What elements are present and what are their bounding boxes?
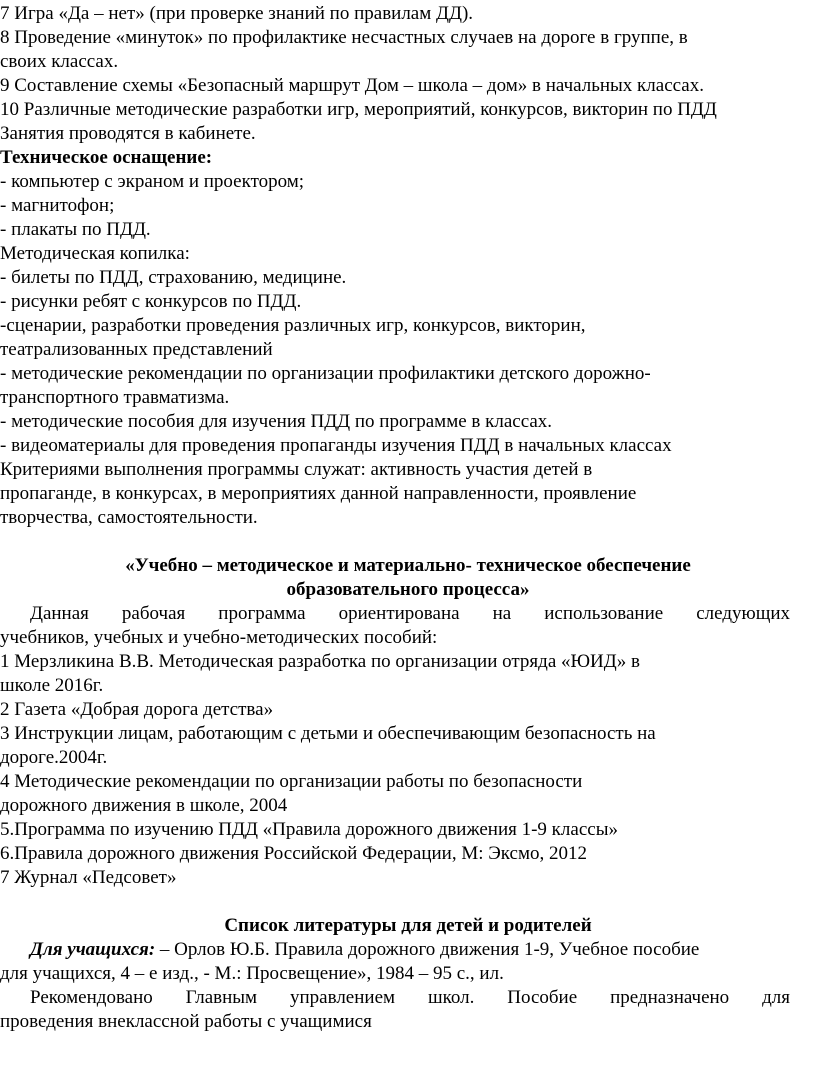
resource-line: 3 Инструкции лицам, работающим с детьми и обеспечивающим безопасность на [0, 723, 656, 744]
students-line-2: для учащихся, 4 – е изд., - М.: Просвещение», 1984 – 95 с., ил. [0, 963, 504, 984]
resource-line: школе 2016г. [0, 675, 104, 696]
method-line: -сценарии, разработки проведения различных игр, конкурсов, викторин, [0, 315, 586, 336]
intro-line-1: Данная рабочая программа ориентирована на использование следующих [30, 603, 790, 624]
list-item-8-line-2: своих классах. [0, 51, 119, 72]
tech-item: - компьютер с экраном и проектором; [0, 171, 305, 192]
list-item-10: 10 Различные методические разработки игр, мероприятий, конкурсов, викторин по ПДД [0, 99, 717, 120]
students-text: – Орлов Ю.Б. Правила дорожного движения 1-9, Учебное пособие [155, 939, 700, 960]
section-title-line-2: образовательного процесса» [286, 579, 530, 600]
tech-item: - плакаты по ПДД. [0, 219, 151, 240]
list-item-9: 9 Составление схемы «Безопасный маршрут Дом – школа – дом» в начальных классах. [0, 75, 704, 96]
resource-line: дорожного движения в школе, 2004 [0, 795, 288, 816]
list-item-7: 7 Игра «Да – нет» (при проверке знаний по правилам ДД). [0, 3, 474, 24]
list-item-8-line-1: 8 Проведение «минуток» по профилактике несчастных случаев на дороге в группе, в [0, 27, 688, 48]
resource-line: 2 Газета «Добрая дорога детства» [0, 699, 274, 720]
classes-note: Занятия проводятся в кабинете. [0, 123, 256, 144]
method-line: - рисунки ребят с конкурсов по ПДД. [0, 291, 302, 312]
students-line-1 [30, 938, 699, 962]
method-line: - методические рекомендации по организации профилактики детского дорожно- [0, 363, 651, 384]
method-line: транспортного травматизма. [0, 387, 230, 408]
method-line: - методические пособия для изучения ПДД по программе в классах. [0, 411, 553, 432]
method-heading: Методическая копилка: [0, 243, 190, 264]
resource-line: дороге.2004г. [0, 747, 108, 768]
recommend-line-1: Рекомендовано Главным управлением школ. Пособие предназначено для [30, 987, 790, 1008]
students-label: Для учащихся: [30, 939, 156, 960]
resource-line: 5.Программа по изучению ПДД «Правила дорожного движения 1-9 классы» [0, 819, 618, 840]
criteria-line: Критериями выполнения программы служат: активность участия детей в [0, 459, 593, 480]
intro-line-2: учебников, учебных и учебно-методических пособий: [0, 627, 438, 648]
section-title-line-1: «Учебно – методическое и материально- техническое обеспечение [125, 555, 691, 576]
resource-line: 7 Журнал «Педсовет» [0, 867, 177, 888]
resource-line: 4 Методические рекомендации по организации работы по безопасности [0, 771, 583, 792]
resource-line: 1 Мерзликина В.В. Методическая разработка по организации отряда «ЮИД» в [0, 651, 640, 672]
recommend-line-2: проведения внеклассной работы с учащимися [0, 1011, 372, 1032]
resource-line: 6.Правила дорожного движения Российской Федерации, М: Эксмо, 2012 [0, 843, 588, 864]
criteria-line: творчества, самостоятельности. [0, 507, 258, 528]
literature-title: Список литературы для детей и родителей [224, 915, 592, 936]
criteria-line: пропаганде, в конкурсах, в мероприятиях данной направленности, проявление [0, 483, 637, 504]
method-line: театрализованных представлений [0, 339, 273, 360]
tech-heading: Техническое оснащение: [0, 147, 213, 168]
tech-item: - магнитофон; [0, 195, 115, 216]
method-line: - видеоматериалы для проведения пропаганды изучения ПДД в начальных классах [0, 435, 672, 456]
method-line: - билеты по ПДД, страхованию, медицине. [0, 267, 347, 288]
